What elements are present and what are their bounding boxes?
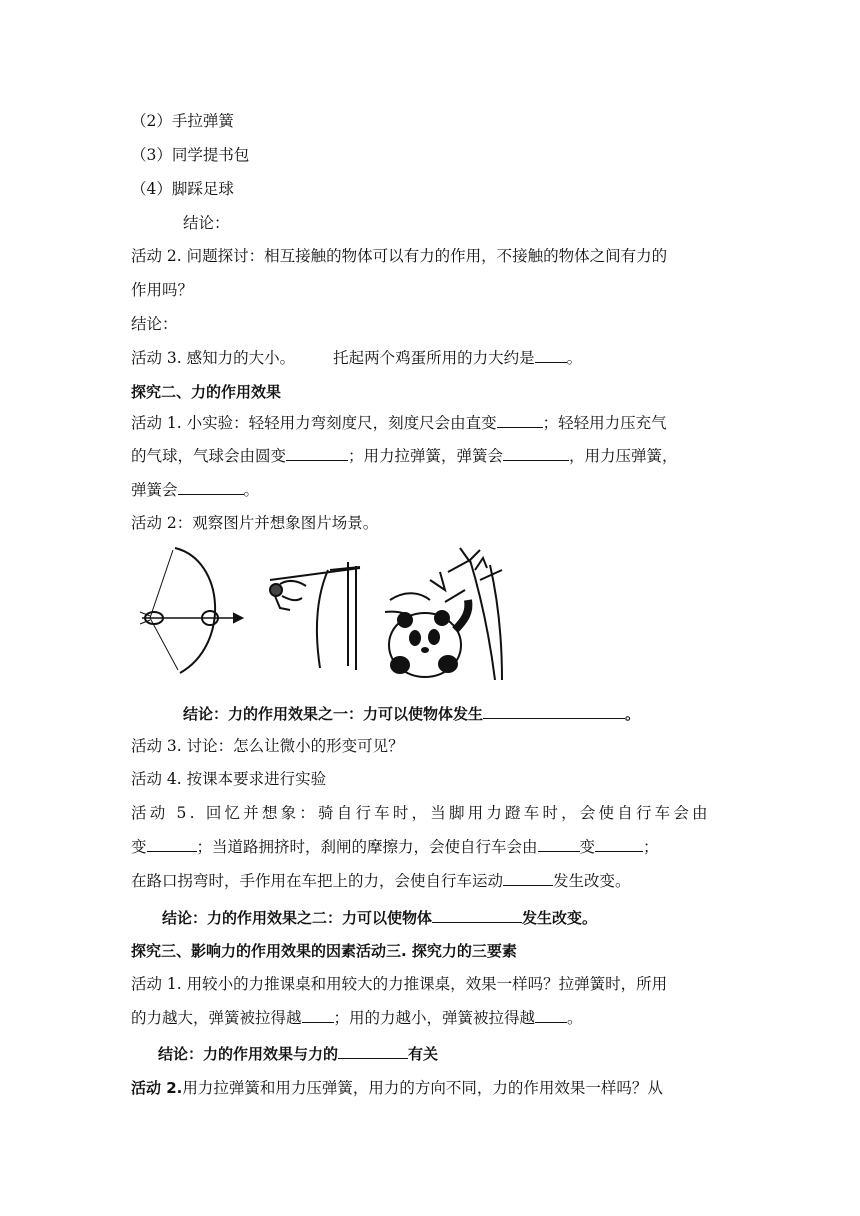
e2-a1-line1 xyxy=(131,413,667,433)
text: 。 xyxy=(243,481,260,499)
text: 。 xyxy=(625,705,641,723)
text: 的力越大，弹簧被拉得越 xyxy=(131,1009,302,1027)
blank xyxy=(497,413,543,428)
blank xyxy=(302,1008,334,1023)
e2-conclusion-2 xyxy=(162,908,597,928)
text: 变 xyxy=(579,838,596,856)
explore-3-heading: 探究三、影响力的作用效果的因素活动三. 探究力的三要素 xyxy=(131,942,517,960)
bow-gymnast-panda-illustration xyxy=(130,540,530,680)
e2-conclusion-1 xyxy=(183,704,640,724)
e2-activity-2: 活动 2：观察图片并想象图片场景。 xyxy=(131,514,379,532)
e2-a1-line2 xyxy=(131,446,678,466)
text: 有关 xyxy=(408,1045,439,1063)
e2-a5-line2 xyxy=(131,837,659,857)
activity-2-line2: 作用吗？ xyxy=(131,281,194,299)
blank xyxy=(432,908,522,923)
e3-activity-2 xyxy=(131,1078,663,1098)
blank xyxy=(147,837,197,852)
text: 结论：力的作用效果之一：力可以使物体发生 xyxy=(183,705,484,723)
text: 结论：力的作用效果之二：力可以使物体 xyxy=(162,909,433,927)
blank xyxy=(503,871,553,886)
item-4: （4）脚踩足球 xyxy=(131,180,234,198)
activity-3-question: 托起两个鸡蛋所用的力大约是 xyxy=(333,349,535,367)
gymnast-bars-icon xyxy=(270,562,360,670)
blank xyxy=(535,1008,567,1023)
e3-conclusion xyxy=(158,1044,438,1064)
item-3: （3）同学提书包 xyxy=(131,146,250,164)
text: 变 xyxy=(131,838,147,856)
e2-a5-line3 xyxy=(131,871,631,891)
text: 的气球，气球会由圆变 xyxy=(131,447,287,465)
punct: 。 xyxy=(566,349,583,367)
text: 弹簧会 xyxy=(131,481,178,499)
blank xyxy=(535,348,567,363)
blank xyxy=(286,446,348,461)
e2-a1-line3 xyxy=(131,480,259,500)
activity-2-line1: 活动 2. 问题探讨：相互接触的物体可以有力的作用，不接触的物体之间有力的 xyxy=(131,247,668,265)
text: ；轻轻用力压充气 xyxy=(542,414,667,432)
conclusion-1: 结论： xyxy=(183,214,230,232)
activity-2-conclusion: 结论： xyxy=(131,315,178,333)
text: ；用力拉弹簧，弹簧会 xyxy=(348,447,504,465)
explore-2-heading: 探究二、力的作用效果 xyxy=(131,383,282,401)
text: 用力拉弹簧和用力压弹簧，用力的方向不同，力的作用效果一样吗？从 xyxy=(182,1079,663,1097)
text: 。 xyxy=(567,1009,583,1027)
blank xyxy=(483,704,625,719)
blank xyxy=(338,1044,408,1059)
text: 活动 1. 小实验：轻轻用力弯刻度尺，刻度尺会由直变 xyxy=(131,414,497,432)
item-2: （2）手拉弹簧 xyxy=(131,112,234,130)
e2-a5-line1: 活动 5. 回忆并想象：骑自行车时，当脚用力蹬车时，会使自行车会由 xyxy=(131,804,711,822)
text: ；当道路拥挤时，刹闸的摩擦力，会使自行车会由 xyxy=(196,838,538,856)
text: 在路口拐弯时，手作用在车把上的力，会使自行车运动 xyxy=(131,872,504,890)
e3-a1-line1: 活动 1. 用较小的力推课桌和用较大的力推课桌，效果一样吗？拉弹簧时，所用 xyxy=(131,975,668,993)
bow-icon xyxy=(140,548,242,673)
e3-a1-line2 xyxy=(131,1008,583,1028)
text: ；用的力越小，弹簧被拉得越 xyxy=(333,1009,536,1027)
e2-activity-4: 活动 4. 按课本要求进行实验 xyxy=(131,770,327,788)
text: 发生改变。 xyxy=(522,909,598,927)
activity-3-label: 活动 3. 感知力的大小。 xyxy=(131,349,296,367)
blank xyxy=(538,837,580,852)
activity-3-line xyxy=(131,348,582,368)
text: 结论：力的作用效果与力的 xyxy=(158,1045,339,1063)
text: ，用力压弹簧， xyxy=(569,447,678,465)
blank xyxy=(178,480,244,495)
e2-activity-3: 活动 3. 讨论：怎么让微小的形变可见？ xyxy=(131,737,404,755)
activity-label: 活动 2. xyxy=(131,1079,183,1097)
text: 发生改变。 xyxy=(553,872,631,890)
text: ； xyxy=(643,838,659,856)
blank xyxy=(595,837,643,852)
blank xyxy=(503,446,569,461)
illustrations xyxy=(130,540,530,680)
